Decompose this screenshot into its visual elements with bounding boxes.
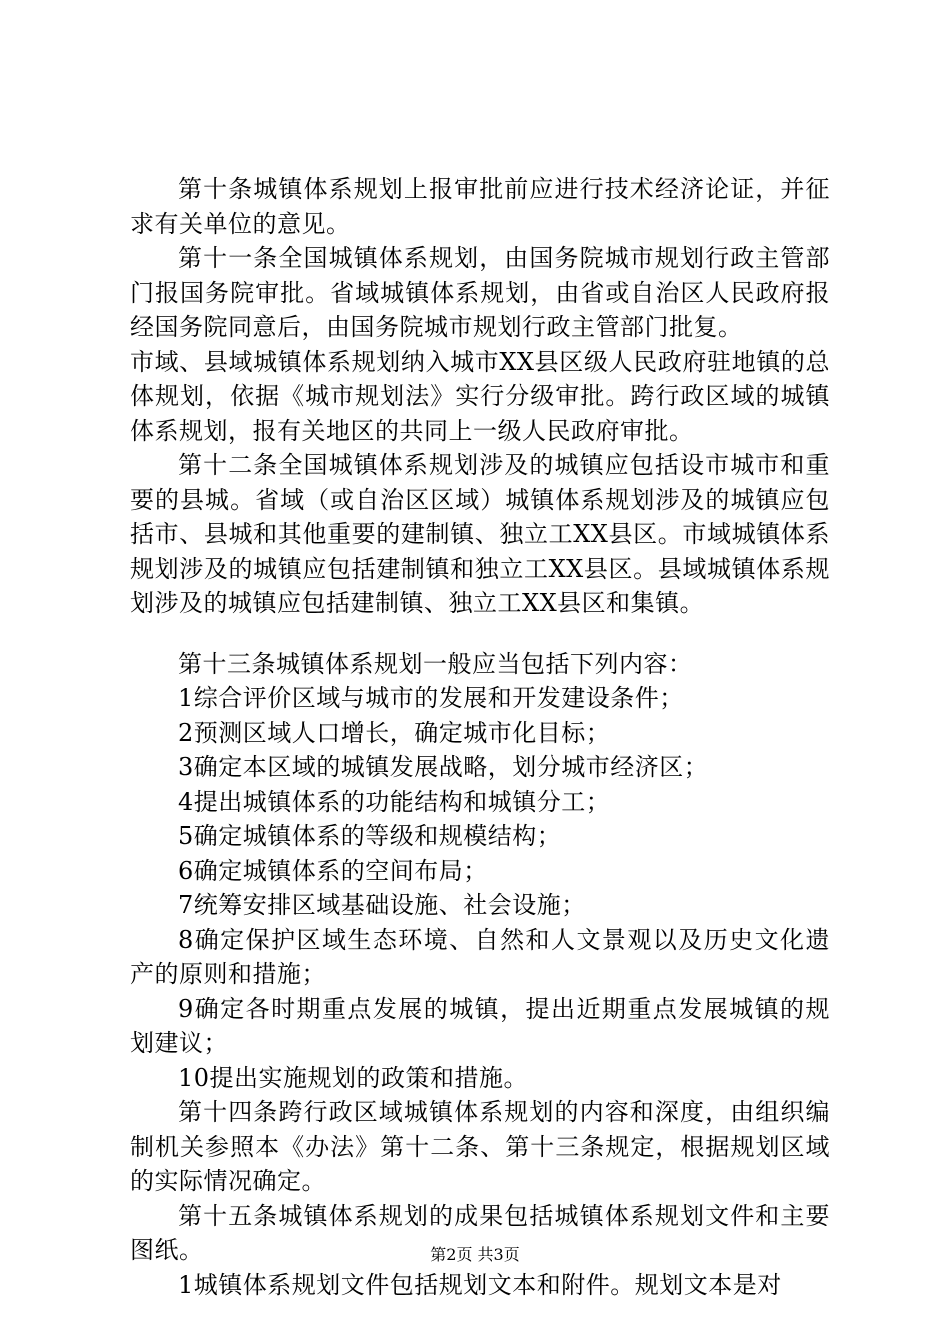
paragraph: 市域、县域城镇体系规划纳入城市XX县区级人民政府驻地镇的总体规划，依据《城市规划法》实行分级审批。跨行政区域的城镇体系规划，报有关地区的共同上一级人民政府审批。 [130,347,830,445]
paragraph: 7统筹安排区域基础设施、社会设施； [178,891,586,919]
document-body [130,172,830,1302]
paragraph: 4提出城镇体系的功能结构和城镇分工； [178,787,611,816]
paragraph: 第十三条城镇体系规划一般应当包括下列内容： [178,649,693,678]
paragraph: 第十二条全国城镇体系规划涉及的城镇应包括设市城市和重要的县城。省域（或自治区区域）城镇体系规划涉及的城镇应包括市、县城和其他重要的建制镇、独立工XX县区。市域城镇体系规划涉及的城镇应包括建制镇和独立工XX县区。县域城镇体系规划涉及的城镇应包括建制镇、独立工XX县区和集镇。 [130,451,830,617]
paragraph: 10提出实施规划的政策和措施。 [178,1063,529,1092]
paragraph: 6确定城镇体系的空间布局； [178,856,488,885]
paragraph: 9确定各时期重点发展的城镇，提出近期重点发展城镇的规划建议； [130,994,830,1057]
page-footer: 第2页 共3页 [430,1245,520,1264]
paragraph: 第十一条全国城镇体系规划，由国务院城市规划行政主管部门报国务院审批。省域城镇体系规划，由省或自治区人民政府报经国务院同意后，由国务院城市规划行政主管部门批复。 [130,244,830,341]
paragraph: 2预测区域人口增长，确定城市化目标； [178,718,611,747]
paragraph: 1综合评价区域与城市的发展和开发建设条件； [178,684,684,712]
paragraph: 第十五条城镇体系规划的成果包括城镇体系规划文件和主要图纸。 [130,1201,830,1264]
paragraph: 第十四条跨行政区域城镇体系规划的内容和深度，由组织编制机关参照本《办法》第十二条、第十三条规定，根据规划区域的实际情况确定。 [130,1098,830,1195]
paragraph: 3确定本区域的城镇发展战略，划分城市经济区； [178,753,709,781]
paragraph: 1城镇体系规划文件包括规划文本和附件。规划文本是对 [178,1270,782,1299]
paragraph: 8确定保护区域生态环境、自然和人文景观以及历史文化遗产的原则和措施； [130,925,830,988]
paragraph: 5确定城镇体系的等级和规模结构； [178,822,562,850]
paragraph: 第十条城镇体系规划上报审批前应进行技术经济论证，并征求有关单位的意见。 [130,175,830,238]
